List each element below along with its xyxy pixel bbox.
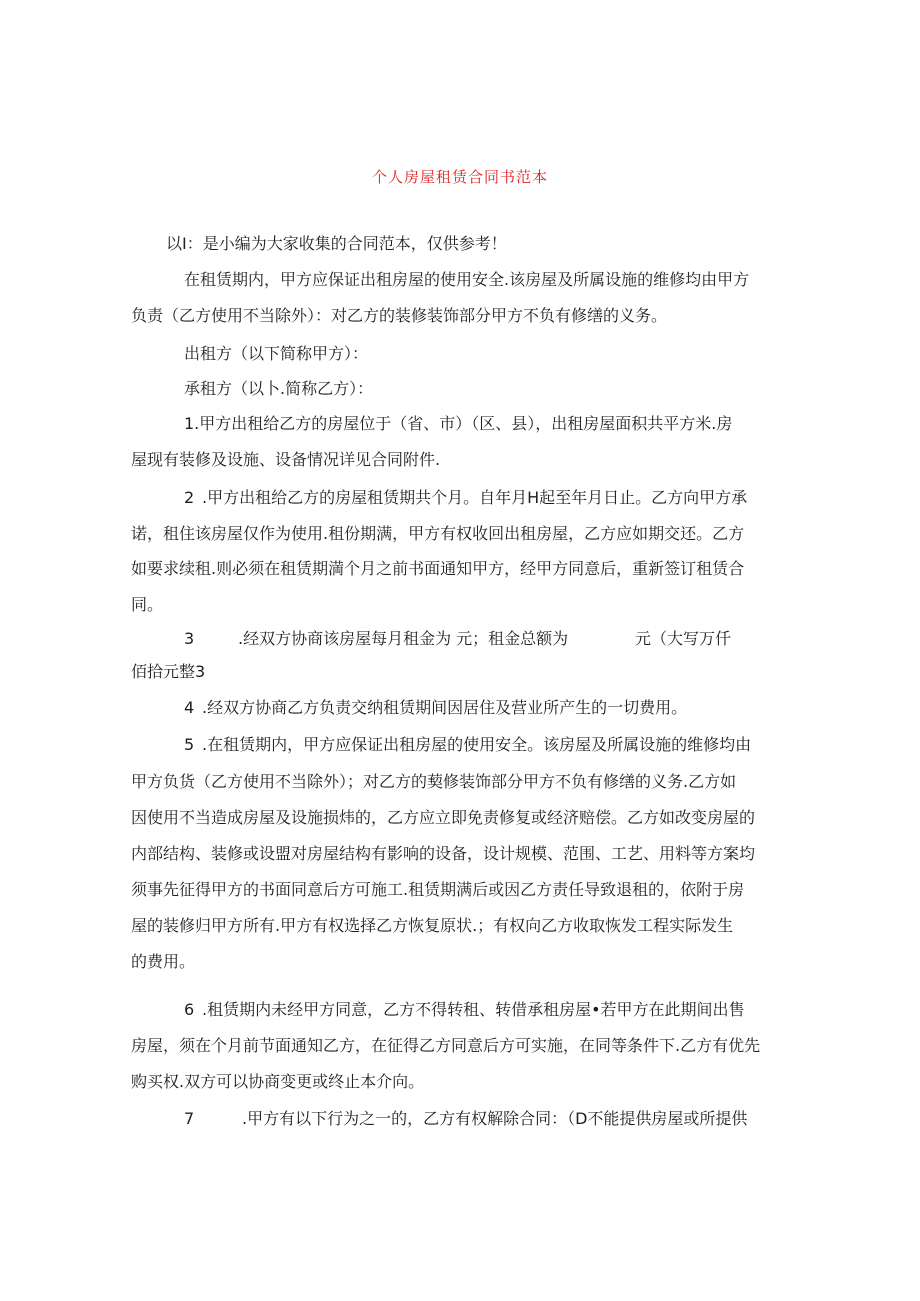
clause-5-line: 屋的装修归甲方所有.甲方有权选择乙方恢复原状.；有权向乙方收取恢发工程实际发生 — [131, 916, 734, 935]
clause-6-number: 6 — [184, 1000, 195, 1019]
clause-7-number: 7 — [184, 1109, 195, 1128]
clause-6-line: 购买权.双方可以协商变更或终止本介向。 — [131, 1072, 425, 1091]
intro-line: 以I：是小编为大家收集的合同范本，仅供参考！ — [166, 234, 507, 253]
preamble-line: 在租赁期内，甲方应保证出租房屋的使用安全.该房屋及所属设施的维修均由甲方 — [184, 270, 750, 289]
clause-2-line: 如要求续租.则必须在租赁期満个月之前书面通知甲方，经甲方同意后，重新签订租赁合 — [131, 559, 745, 578]
page-title: 个人房屋租赁合同书范本 — [371, 168, 548, 186]
clause-3-line: 佰拾元整3 — [131, 662, 206, 681]
clause-6-line: .租赁期内未经甲方同意，乙方不得转租、转借承租房屋•若甲方在此期间出售 — [202, 1000, 745, 1019]
preamble-line: 负责（乙方使用不当除外）：对乙方的装修装饰部分甲方不负有修缮的义务。 — [131, 306, 668, 325]
clause-5-line: 内部结构、装修或设盟对房屋结构有影响的设备，设计规模、范围、工艺、用料等方案均 — [131, 844, 756, 863]
clause-4-number: 4 — [184, 698, 195, 717]
lessor-line: 出租方（以下简称甲方）： — [184, 344, 369, 363]
clause-4-line: .经双方协商乙方负责交纳租赁期间因居住及营业所产生的一切费用。 — [202, 698, 688, 717]
clause-2-number: 2 — [184, 488, 195, 507]
clause-2-line: .甲方出租给乙方的房屋租赁期共个月。自年月H起至年月日止。乙方向甲方承 — [202, 488, 748, 507]
clause-5-line: 的费用。 — [131, 952, 196, 971]
clause-2-line: 诺，租住该房屋仅作为使用.租份期满，甲方有权收回出租房屋，乙方应如期交还。乙方 — [131, 524, 745, 543]
clause-3-line: 元（大写万仟 — [635, 629, 732, 648]
clause-5-line: 甲方负货（乙方使用不当除外）；对乙方的葜修装饰部分甲方不负有修缮的义务.乙方如 — [131, 772, 737, 791]
clause-3-number: 3 — [184, 629, 195, 648]
clause-5-line: 须事先征得甲方的书面同意后方可施工.租赁期满后或因乙方责任导致退租的，依附于房 — [131, 880, 745, 899]
clause-3-line: .经双方协商该房屋每月租金为 元；租金总额为 — [238, 629, 569, 648]
clause-5-number: 5 — [184, 735, 195, 754]
clause-1-line: 屋现有装修及设施、设备情况详见合同附件. — [131, 450, 441, 469]
clause-2-line: 同。 — [131, 595, 164, 614]
clause-1-line: 1.甲方出租给乙方的房屋位于（省、市）（区、县），出租房屋面积共平方米.房 — [184, 414, 733, 433]
clause-5-line: 因使用不当造成房屋及设施损炜的，乙方应立即免责修复或经济赔偿。乙方如改变房屋的 — [131, 808, 756, 827]
clause-7-line: .甲方有以下行为之一的，乙方有权解除合同：（D不能提供房屋或所提供 — [242, 1109, 748, 1128]
clause-6-line: 房屋，须在个月前节面通知乙方，在征得乙方同意后方可实施，在同等条件下.乙方有优先 — [131, 1036, 761, 1055]
clause-5-line: .在租赁期内，甲方应保证出租房屋的使用安全。该房屋及所属设施的维修均由 — [202, 735, 752, 754]
lessee-line: 承租方（以卜.简称乙方）： — [184, 379, 374, 398]
